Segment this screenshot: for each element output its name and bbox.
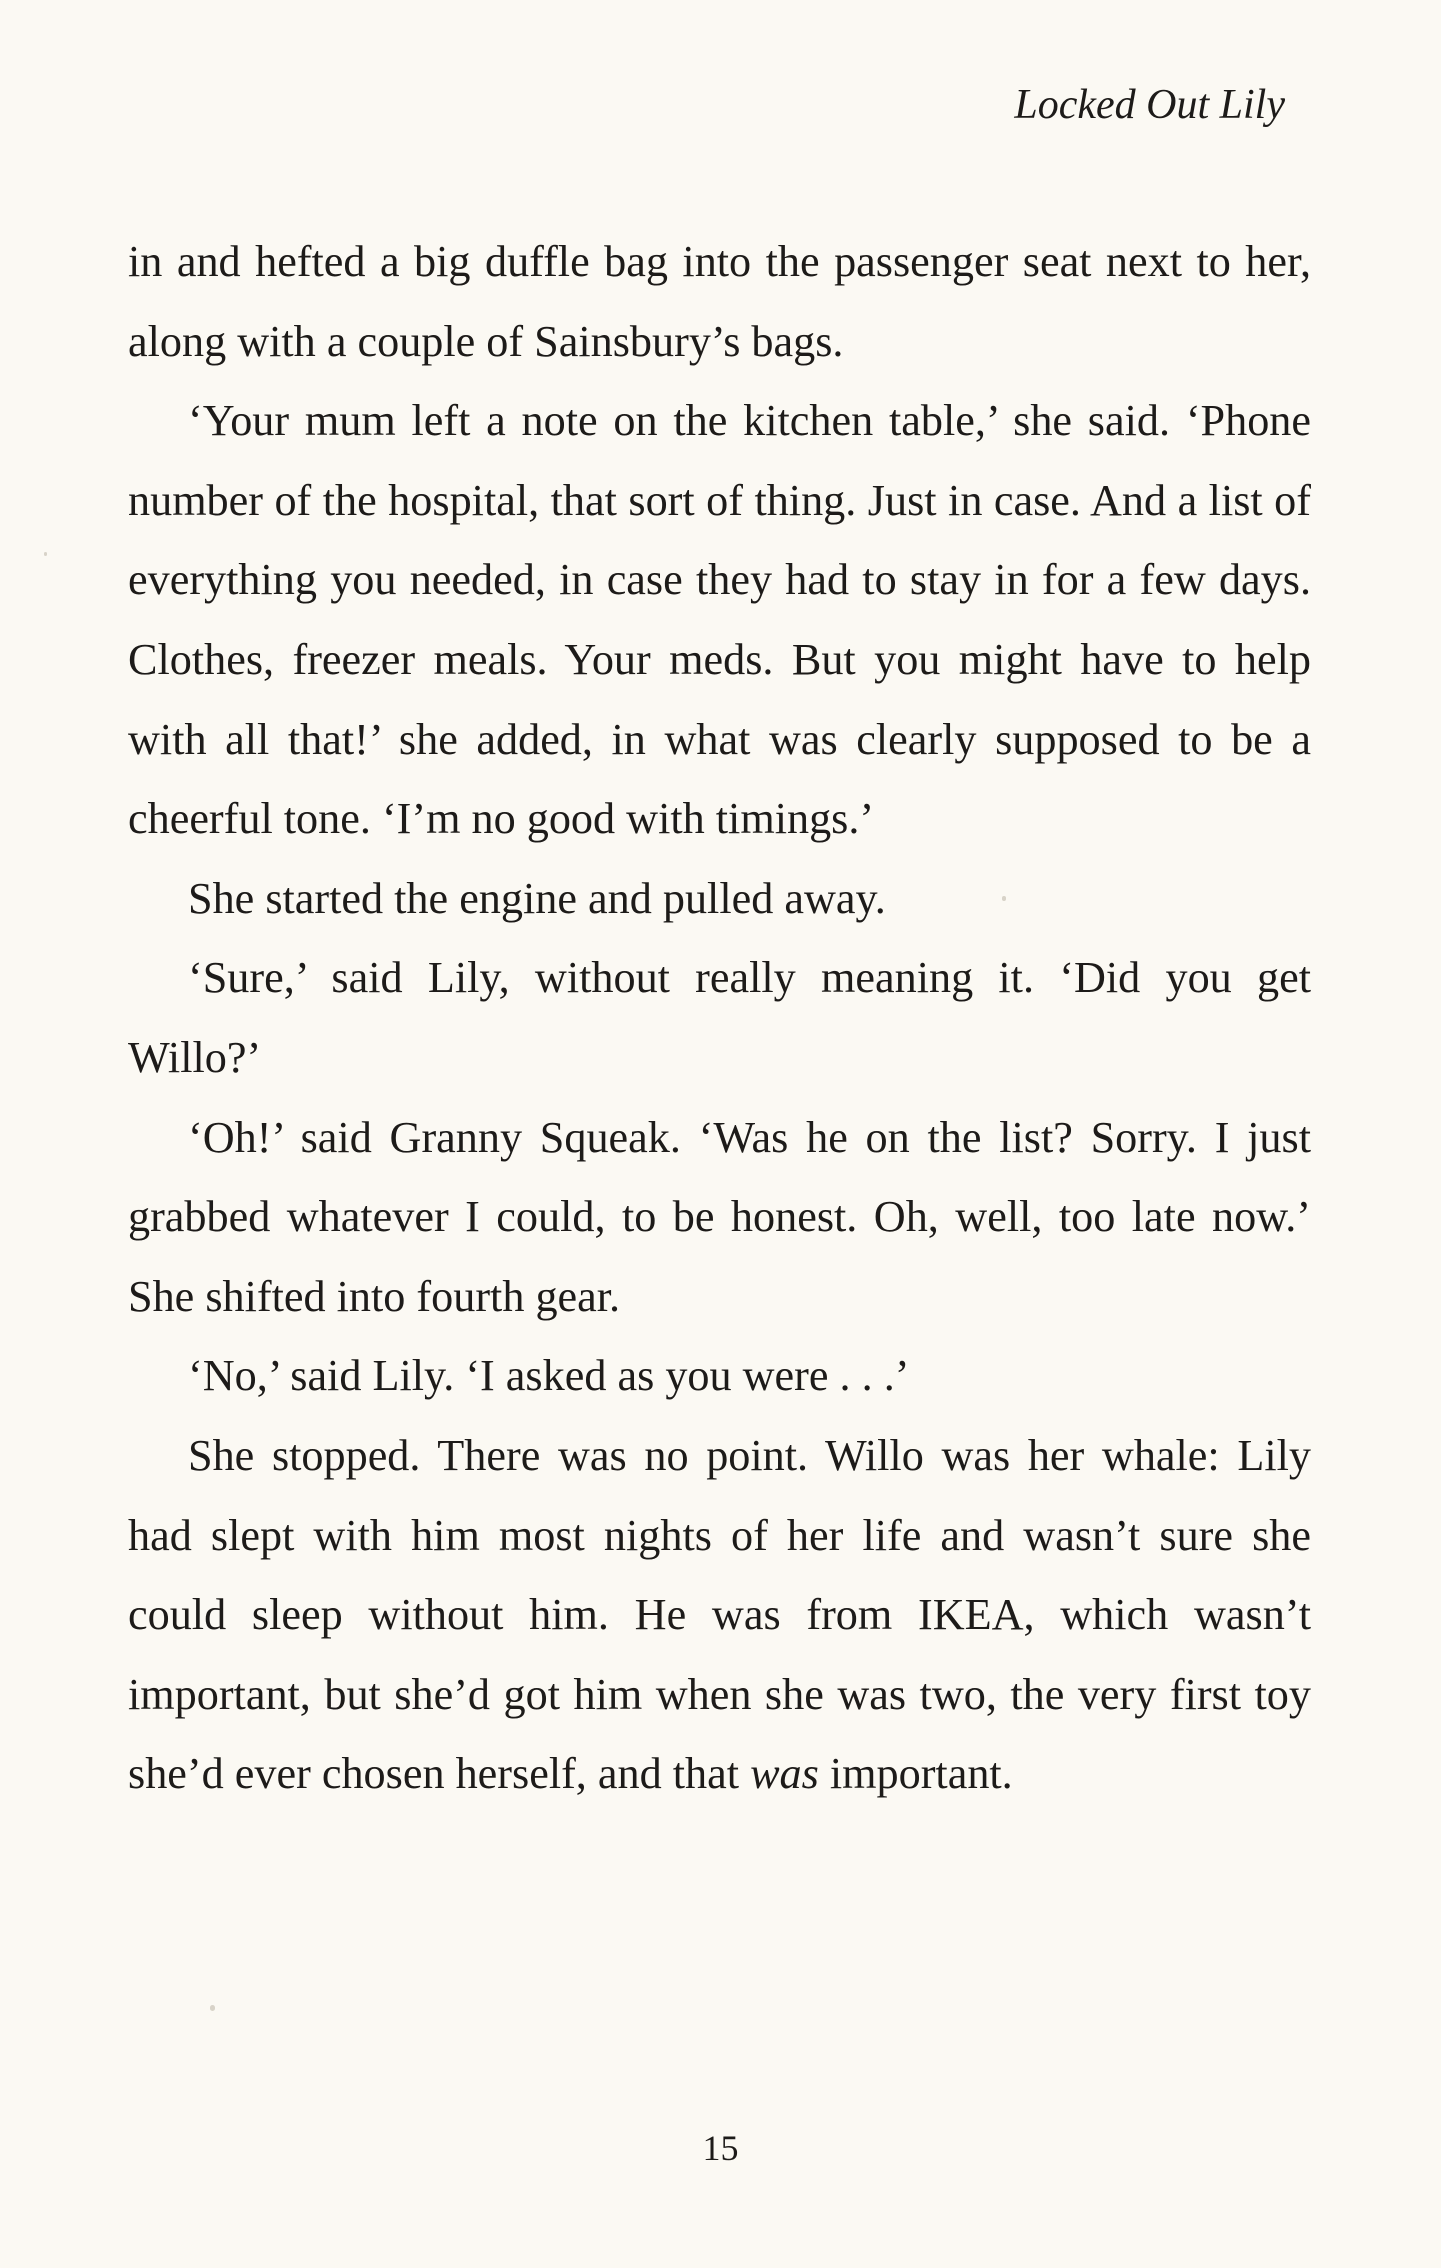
paragraph-7-emphasis: was: [750, 1749, 819, 1799]
paragraph-2: ‘Your mum left a note on the kitchen table,’ she said. ‘Phone number of the hospital, that sort of thing. Just in case. And a list of everything you needed, in case they had to stay in for a few days. Clothes, freezer meals. Your meds. But you might have to help with all that!’ she added, in what was clearly supposed to be a cheerful tone. ‘I’m no good with timings.’: [128, 396, 1311, 844]
scan-speck: [210, 2005, 215, 2011]
paragraph-5: ‘Oh!’ said Granny Squeak. ‘Was he on the list? Sorry. I just grabbed whatever I could, to be honest. Oh, well, too late now.’ She shifted into fourth gear.: [128, 1112, 1311, 1321]
paragraph-7-text-after: important.: [818, 1749, 1013, 1799]
scan-speck: [1002, 896, 1006, 901]
paragraph-1: in and hefted a big duffle bag into the passenger seat next to her, along with a couple of Sainsbury’s bags.: [128, 237, 1311, 366]
paragraph-6: ‘No,’ said Lily. ‘I asked as you were . . .’: [188, 1351, 910, 1401]
page-number: 15: [702, 2128, 739, 2168]
paragraph-4: ‘Sure,’ said Lily, without really meaning it. ‘Did you get Willo?’: [128, 953, 1311, 1082]
paragraph-7: [128, 1416, 1311, 1814]
paragraph-7-text-before: She stopped. There was no point. Willo was her whale: Lily had slept with him most nights of her life and wasn’t sure she could sleep without him. He was from IKEA, which wasn’t important, but she’d got him when she was two, the very first toy she’d ever chosen herself, and that: [128, 1430, 1311, 1799]
paragraph-3: She started the engine and pulled away.: [188, 873, 886, 923]
scan-speck: [44, 552, 47, 556]
body-text: [128, 222, 1311, 1814]
running-header-title: Locked Out Lily: [1014, 82, 1285, 128]
